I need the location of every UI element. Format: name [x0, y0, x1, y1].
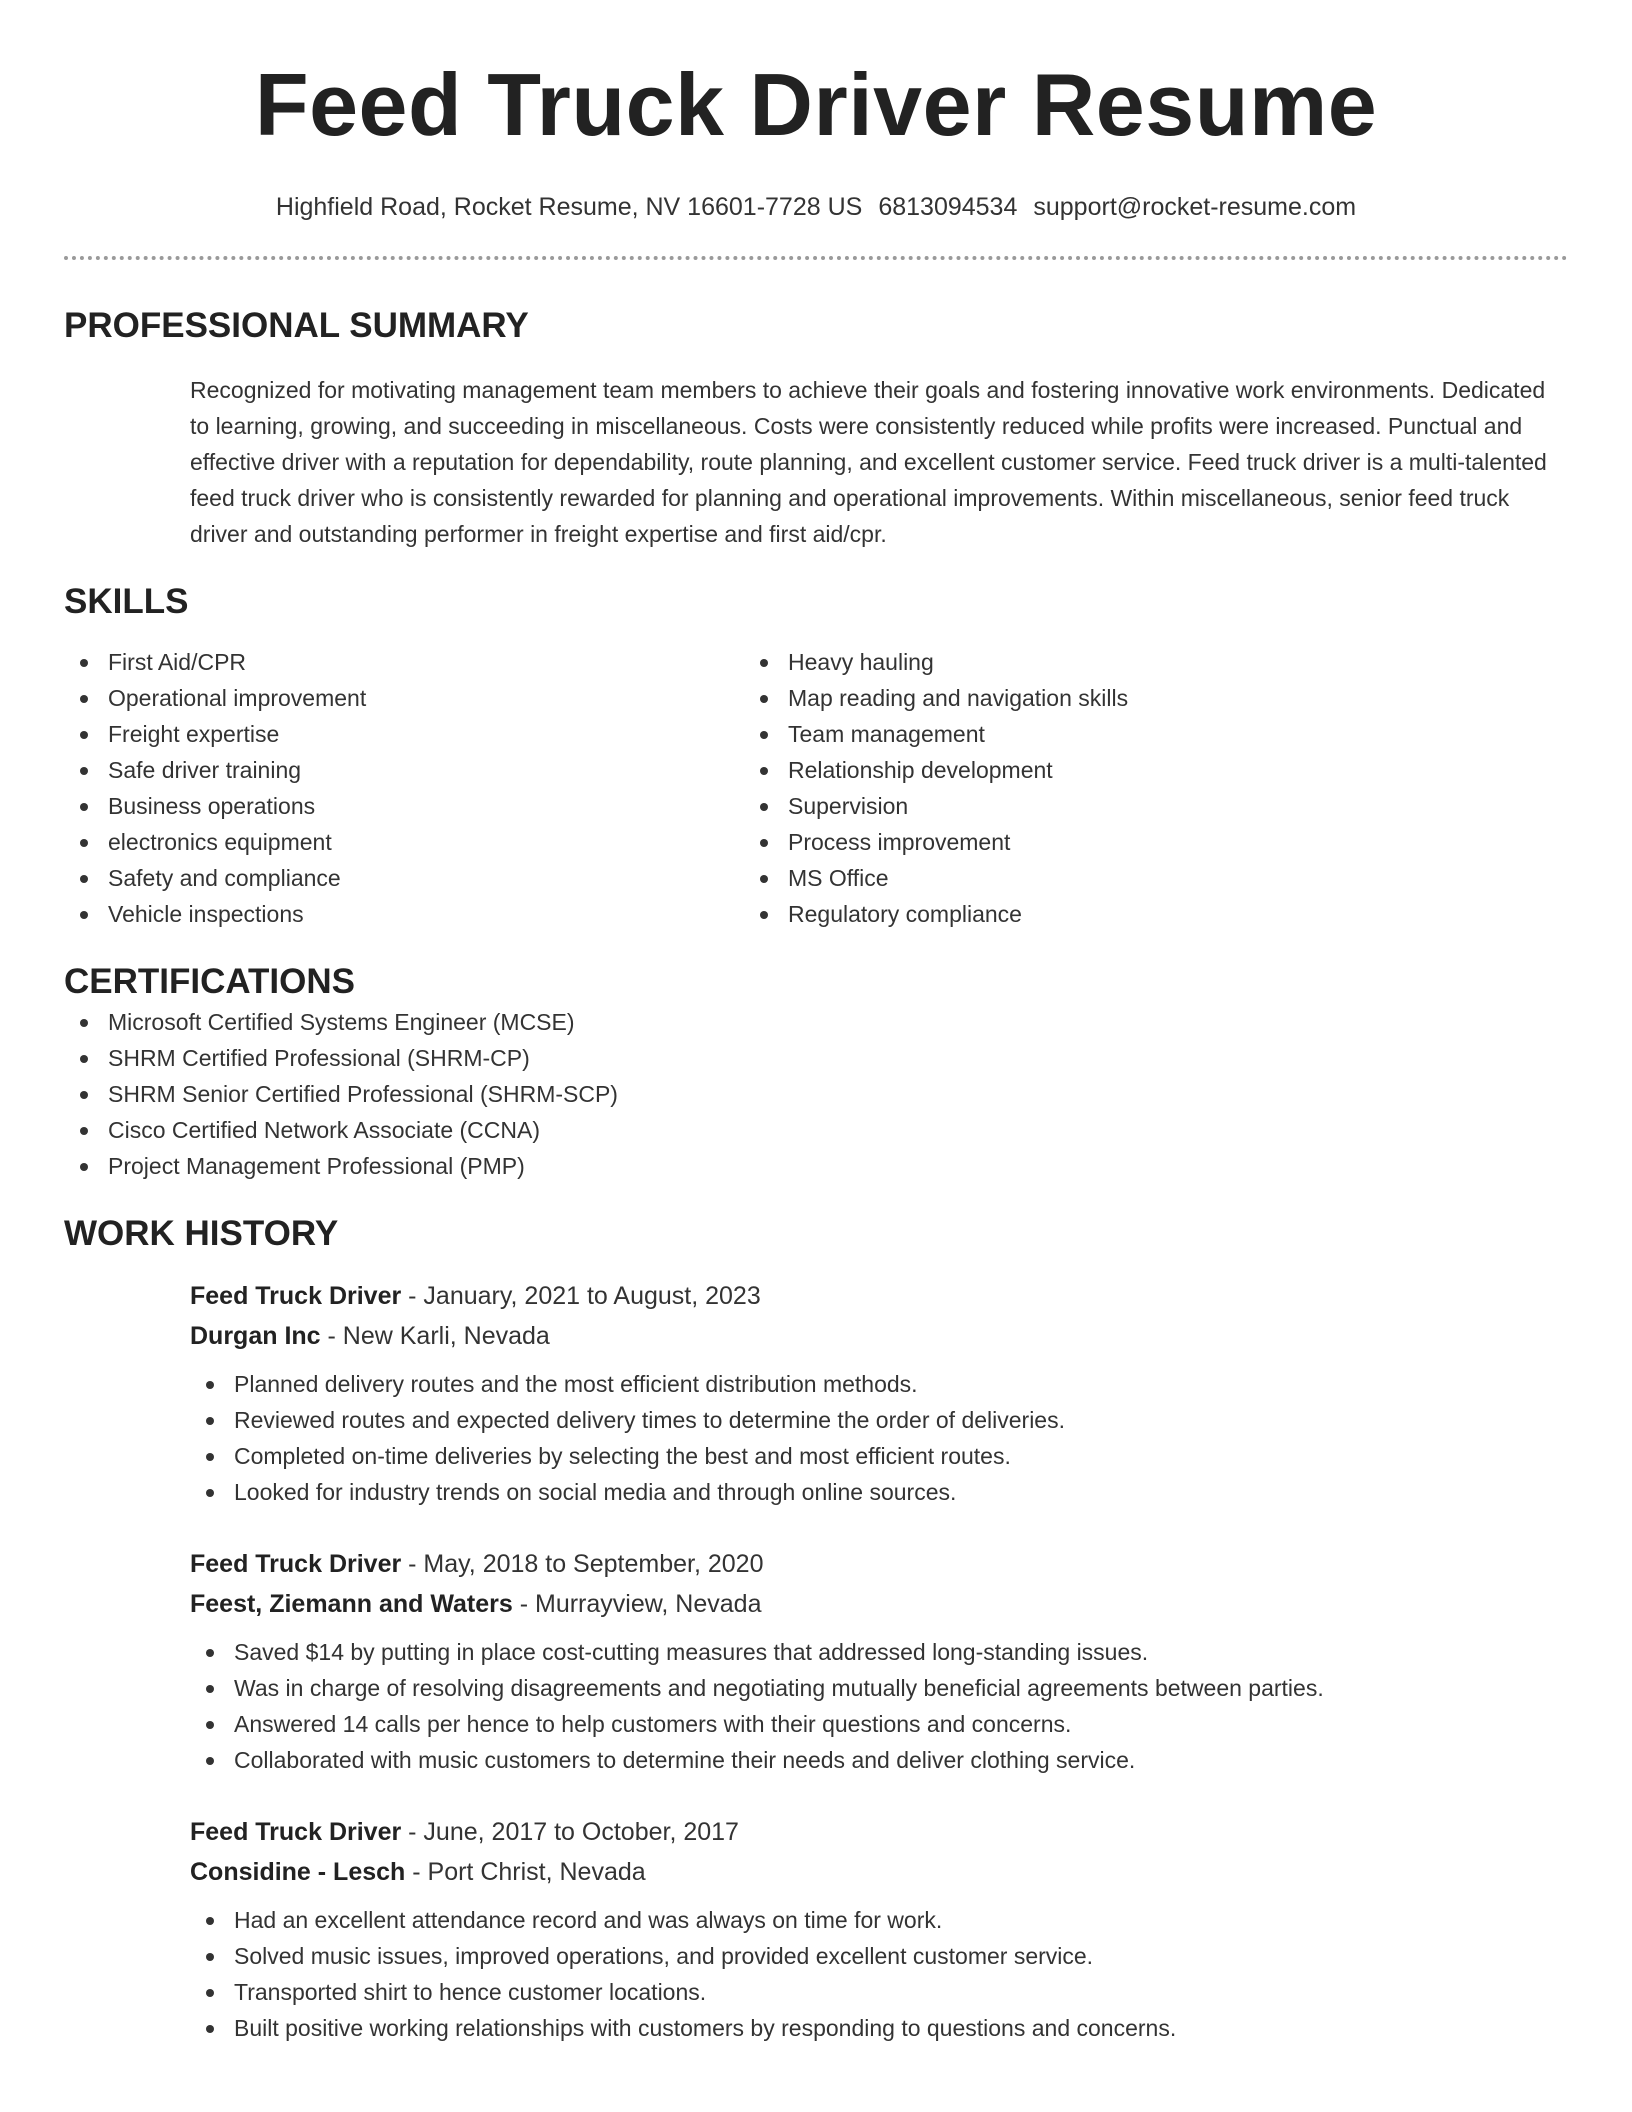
contact-email: support@rocket-resume.com [1033, 193, 1357, 221]
job-company-line [190, 1584, 1568, 1624]
job-dates: - June, 2017 to October, 2017 [401, 1818, 739, 1846]
job-title-line [190, 1544, 1568, 1584]
work-history-heading: WORK HISTORY [64, 1214, 339, 1253]
job-bullet: Reviewed routes and expected delivery times to determine the order of deliveries. [190, 1402, 1568, 1438]
skill-item: Freight expertise [64, 716, 744, 752]
job-bullet: Looked for industry trends on social media and through online sources. [190, 1474, 1568, 1510]
certification-item: Cisco Certified Network Associate (CCNA) [64, 1112, 1568, 1148]
skills-heading: SKILLS [64, 582, 189, 621]
certification-item: SHRM Senior Certified Professional (SHRM-SCP) [64, 1076, 1568, 1112]
skill-item: MS Office [744, 860, 1344, 896]
job-bullets [64, 1634, 1568, 1778]
summary-text: Recognized for motivating management team members to achieve their goals and fostering innovative work environments. Dedicated to learning, growing, and succeeding in miscellaneous. Costs were consistently reduced while profits were increased. Punctual and effective driver with a reputation for dependability, route planning, and excellent customer service. Feed truck driver is a multi-talented feed truck driver who is consistently rewarded for planning and operational improvements. Within miscellaneous, senior feed truck driver and outstanding performer in freight expertise and first aid/cpr. [190, 377, 1547, 547]
job-company: Feest, Ziemann and Waters [190, 1590, 513, 1618]
job-bullet: Transported shirt to hence customer locations. [190, 1974, 1568, 2010]
job-bullet: Built positive working relationships with customers by responding to questions and concerns. [190, 2010, 1568, 2046]
skill-item: Regulatory compliance [744, 896, 1344, 932]
job-company-line [190, 1852, 1568, 1892]
job-company-line [190, 1316, 1568, 1356]
job-bullet: Collaborated with music customers to determine their needs and deliver clothing service. [190, 1742, 1568, 1778]
skill-item: Relationship development [744, 752, 1344, 788]
job-title-line [190, 1276, 1568, 1316]
job-bullet: Solved music issues, improved operations, and provided excellent customer service. [190, 1938, 1568, 1974]
skill-item: Heavy hauling [744, 644, 1344, 680]
job-dates: - January, 2021 to August, 2023 [401, 1282, 761, 1310]
job-bullet: Completed on-time deliveries by selecting the best and most efficient routes. [190, 1438, 1568, 1474]
job-location: - New Karli, Nevada [320, 1322, 550, 1350]
job-role: Feed Truck Driver [190, 1282, 402, 1310]
summary-heading: PROFESSIONAL SUMMARY [64, 306, 529, 345]
skill-item: Process improvement [744, 824, 1344, 860]
certifications-list [64, 1004, 1568, 1184]
certification-item: Microsoft Certified Systems Engineer (MCSE) [64, 1004, 1568, 1040]
job-company: Considine - Lesch [190, 1858, 406, 1886]
skill-item: Supervision [744, 788, 1344, 824]
header-divider [64, 256, 1568, 260]
skills-list-left [64, 644, 744, 932]
job-title-line [190, 1812, 1568, 1852]
job-dates: - May, 2018 to September, 2020 [401, 1550, 764, 1578]
work-history-section [64, 1212, 1568, 2046]
job-entry [190, 1812, 1568, 2046]
job-role: Feed Truck Driver [190, 1550, 402, 1578]
certification-item: SHRM Certified Professional (SHRM-CP) [64, 1040, 1568, 1076]
skill-item: Business operations [64, 788, 744, 824]
skill-item: Vehicle inspections [64, 896, 744, 932]
job-location: - Port Christ, Nevada [405, 1858, 646, 1886]
job-entry [190, 1544, 1568, 1778]
skill-item: Safe driver training [64, 752, 744, 788]
certifications-section [64, 960, 1568, 1184]
job-entry [190, 1276, 1568, 1510]
job-location: - Murrayview, Nevada [512, 1590, 762, 1618]
resume-title: Feed Truck Driver Resume [254, 55, 1378, 154]
job-bullet: Was in charge of resolving disagreements and negotiating mutually beneficial agreements between parties. [190, 1670, 1568, 1706]
job-role: Feed Truck Driver [190, 1818, 402, 1846]
summary-section [64, 304, 1568, 552]
contact-address: Highfield Road, Rocket Resume, NV 16601-7728 US [275, 193, 863, 221]
skill-item: electronics equipment [64, 824, 744, 860]
skill-item: Map reading and navigation skills [744, 680, 1344, 716]
skills-list-right [744, 644, 1344, 932]
contact-line [64, 190, 1568, 224]
contact-phone: 6813094534 [878, 193, 1018, 221]
job-bullet: Answered 14 calls per hence to help customers with their questions and concerns. [190, 1706, 1568, 1742]
certification-item: Project Management Professional (PMP) [64, 1148, 1568, 1184]
job-company: Durgan Inc [190, 1322, 321, 1350]
job-bullets [64, 1366, 1568, 1510]
skill-item: Team management [744, 716, 1344, 752]
skills-section [64, 580, 1568, 932]
certifications-heading: CERTIFICATIONS [64, 962, 356, 1001]
job-bullet: Planned delivery routes and the most efficient distribution methods. [190, 1366, 1568, 1402]
skill-item: Safety and compliance [64, 860, 744, 896]
job-bullets [64, 1902, 1568, 2046]
job-bullet: Saved $14 by putting in place cost-cutting measures that addressed long-standing issues. [190, 1634, 1568, 1670]
job-bullet: Had an excellent attendance record and was always on time for work. [190, 1902, 1568, 1938]
skill-item: Operational improvement [64, 680, 744, 716]
skill-item: First Aid/CPR [64, 644, 744, 680]
